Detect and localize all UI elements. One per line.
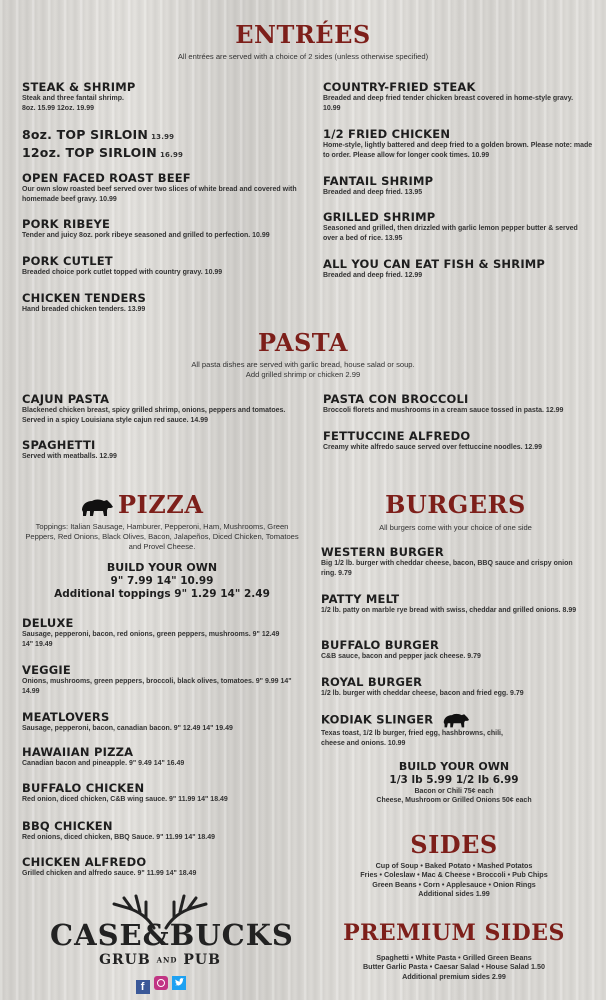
menu-item-royal-burger [321,675,589,699]
menu-item-fantail-shrimp [323,174,585,198]
item-desc: Red onions, diced chicken, BBQ Sauce. 9" 11.99 14" 18.49 [22,834,215,841]
menu-item-spaghetti [22,438,302,462]
item-name: FETTUCCINE ALFREDO [323,429,471,443]
build-extra-1: Bacon or Chili 75¢ each [414,788,494,795]
menu-item-meatlovers [22,710,302,734]
menu-item-steak-shrimp [22,80,302,113]
item-desc: Breaded and deep fried. 12.99 [323,272,423,279]
menu-item-western-burger [321,545,589,578]
item-desc: Creamy white alfredo sauce served over fettuccine noodles. 12.99 [323,444,543,451]
menu-item-patty-melt [321,592,589,616]
sides-line: Cup of Soup • Baked Potato • Mashed Potatos [375,861,533,870]
item-name: GRILLED SHRIMP [323,210,436,224]
burgers-title: BURGERS [385,490,526,519]
item-desc: 1/2 lb. burger with cheddar cheese, bacon and fried egg. 9.79 [321,690,524,697]
item-desc: Red onion, diced chicken, C&B wing sauce. 9" 11.99 14" 18.49 [22,796,228,803]
item-desc: 1/2 lb. patty on marble rye bread with swiss, cheddar and grilled onions. 8.99 [321,607,577,614]
item-desc: Blackened chicken breast, spicy grilled shrimp, onions, peppers and tomatoes. Served in a spicy Louisiana style cajun red sauce. 14.99 [22,407,286,424]
logo-name: CASE&BUCKS [50,918,294,952]
build-toppings: Additional toppings 9" 1.29 14" 2.49 [54,588,270,600]
menu-item-country-fried-steak [323,80,585,113]
item-name: BUFFALO CHICKEN [22,781,145,795]
item-name: WESTERN BURGER [321,545,444,559]
logo-grub: GRUB [99,952,151,968]
pizza-header [80,490,280,524]
item-name: STEAK & SHRIMP [22,80,136,94]
item-name: FANTAIL SHRIMP [323,174,434,188]
sides-list [318,861,590,899]
menu-item-buffalo-chicken [22,781,302,805]
item-desc: Breaded and deep fried tender chicken breast covered in home-style gravy. 10.99 [323,95,574,112]
bear-icon [80,496,114,518]
pizza-toppings: Toppings: Italian Sausage, Hamburer, Pepperoni, Ham, Mushrooms, Green Peppers, Red Onions, Black Olives, Bacon, Jalapeños, Diced Chicken, Tomatoes and Provel Cheese. [25,522,299,551]
menu-item-pasta-con-broccoli [323,392,598,416]
menu-item-roast-beef [22,171,302,204]
item-name: PORK RIBEYE [22,217,111,231]
menu-item-chicken-alfredo [22,855,302,879]
item-name: PATTY MELT [321,592,400,606]
item-name: HAWAIIAN PIZZA [22,745,134,759]
item-desc: Broccoli florets and mushrooms in a cream sauce tossed in pasta. 12.99 [323,407,564,414]
item-name: BUFFALO BURGER [321,638,440,652]
item-desc: Texas toast, 1/2 lb burger, fried egg, hashbrowns, chili, cheese and onions. 10.99 [321,730,503,747]
item-name: CAJUN PASTA [22,392,110,406]
social-icons [126,976,196,992]
logo-and: AND [156,955,178,965]
menu-item-bbq-chicken [22,819,302,843]
item-desc: Our own slow roasted beef served over two slices of white bread and covered with homemade beef gravy. 10.99 [22,186,297,203]
build-title: BUILD YOUR OWN [106,561,218,574]
item-desc: Sausage, pepperoni, bacon, canadian bacon. 9" 12.49 14" 19.49 [22,725,233,732]
twitter-icon[interactable] [172,976,186,990]
item-name: OPEN FACED ROAST BEEF [22,171,191,185]
pasta-note-2: Add grilled shrimp or chicken 2.99 [245,370,361,379]
menu-item-pork-ribeye [22,217,312,241]
item-name-2: 12oz. TOP SIRLOIN 16.99 [22,145,184,160]
menu-item-fried-chicken [323,127,593,160]
logo [50,890,294,995]
sides-line: Additional sides 1.99 [418,889,490,899]
item-desc: Big 1/2 lb. burger with cheddar cheese, bacon, BBQ sauce and crispy onion ring. 9.79 [321,560,573,577]
premium-sides-line: Additional premium sides 2.99 [402,971,506,981]
item-desc: Tender and juicy 8oz. pork ribeye seasoned and grilled to perfection. 10.99 [22,232,270,239]
item-price: 13.99 [151,133,175,141]
build-prices: 1/3 lb 5.99 1/2 lb 6.99 [389,774,519,786]
menu-item-hawaiian-pizza [22,745,302,769]
item-name: CHICKEN ALFREDO [22,855,147,869]
logo-subtitle [50,952,270,968]
facebook-icon[interactable]: f [136,980,150,994]
pasta-title: PASTA [258,328,348,357]
item-desc: Seasoned and grilled, then drizzled with garlic lemon pepper butter & served over a bed of rice. 13.95 [323,225,578,242]
build-extra-2: Cheese, Mushroom or Grilled Onions 50¢ each [376,797,532,804]
entrees-title: ENTRÉES [235,20,371,49]
item-desc: Served with meatballs. 12.99 [22,453,117,460]
item-name: PASTA CON BROCCOLI [323,392,469,406]
item-desc: Breaded and deep fried. 13.95 [323,189,423,196]
menu-item-chicken-tenders [22,291,302,315]
item-name: ALL YOU CAN EAT FISH & SHRIMP [323,257,546,271]
menu-item-buffalo-burger [321,638,589,662]
sides-line: Fries • Coleslaw • Mac & Cheese • Broccoli • Pub Chips [360,870,548,880]
item-name: ROYAL BURGER [321,675,423,689]
item-name: 1/2 FRIED CHICKEN [323,127,451,141]
item-name: PORK CUTLET [22,254,113,268]
item-name: VEGGIE [22,663,71,677]
item-desc: Hand breaded chicken tenders. 13.99 [22,306,146,313]
menu-item-veggie [22,663,292,696]
item-desc: Steak and three fantail shrimp. [22,95,124,102]
item-name: SPAGHETTI [22,438,96,452]
item-name: MEATLOVERS [22,710,110,724]
menu-item-fettuccine-alfredo [323,429,598,453]
menu-item-cajun-pasta [22,392,307,425]
item-name: 8oz. TOP SIRLOIN 13.99 [22,127,175,142]
menu-item-pork-cutlet [22,254,302,278]
burgers-build-your-own [323,760,585,805]
bear-icon [442,711,470,729]
pasta-note: All pasta dishes are served with garlic bread, house salad or soup. [191,360,415,369]
pizza-title: PIZZA [118,490,204,519]
menu-item-all-you-can-eat [323,257,585,281]
sides-line: Green Beans • Corn • Applesauce • Onion Rings [372,879,536,889]
item-desc: Breaded choice pork cutlet topped with country gravy. 10.99 [22,269,223,276]
item-name: CHICKEN TENDERS [22,291,147,305]
premium-sides-line: Spaghetti • White Pasta • Grilled Green Beans [376,953,532,962]
premium-sides-title: PREMIUM SIDES [343,920,565,946]
premium-sides-line: Butter Garlic Pasta • Caesar Salad • House Salad 1.50 [362,962,545,972]
menu-item-deluxe [22,616,292,649]
premium-sides-list [318,953,590,981]
burgers-note: All burgers come with your choice of one side [379,523,532,532]
sides-title: SIDES [410,830,498,859]
item-desc: Sausage, pepperoni, bacon, red onions, green peppers, mushrooms. 9" 12.49 14" 19.49 [22,631,280,648]
item-desc: Canadian bacon and pineapple. 9" 9.49 14" 16.49 [22,760,185,767]
item-desc: Grilled chicken and alfredo sauce. 9" 11.99 14" 18.49 [22,870,197,877]
menu-item-kodiak-slinger [321,711,589,748]
item-desc: C&B sauce, bacon and pepper jack cheese. 9.79 [321,653,481,660]
build-prices: 9" 7.99 14" 10.99 [110,575,214,587]
menu-item-grilled-shrimp [323,210,585,243]
logo-pub: PUB [183,952,221,968]
menu-item-top-sirloin [22,127,302,163]
item-name: COUNTRY-FRIED STEAK [323,80,476,94]
instagram-icon[interactable] [154,976,168,990]
item-name: DELUXE [22,616,74,630]
item-desc: Home-style, lightly battered and deep fried to a golden brown. Please note: made to order. Please allow for longer cook times. 10.99 [323,142,593,159]
item-desc: Onions, mushrooms, green peppers, broccoli, black olives, tomatoes. 9" 9.99 14" 14.99 [22,678,292,695]
pizza-build-your-own [22,561,302,601]
entrees-note: All entrées are served with a choice of 2 sides (unless otherwise specified) [177,52,429,61]
build-title: BUILD YOUR OWN [398,760,510,773]
item-price: 8oz. 15.99 12oz. 19.99 [22,104,94,112]
item-name: KODIAK SLINGER [321,711,589,729]
item-price: 16.99 [159,151,184,159]
item-name: BBQ CHICKEN [22,819,113,833]
